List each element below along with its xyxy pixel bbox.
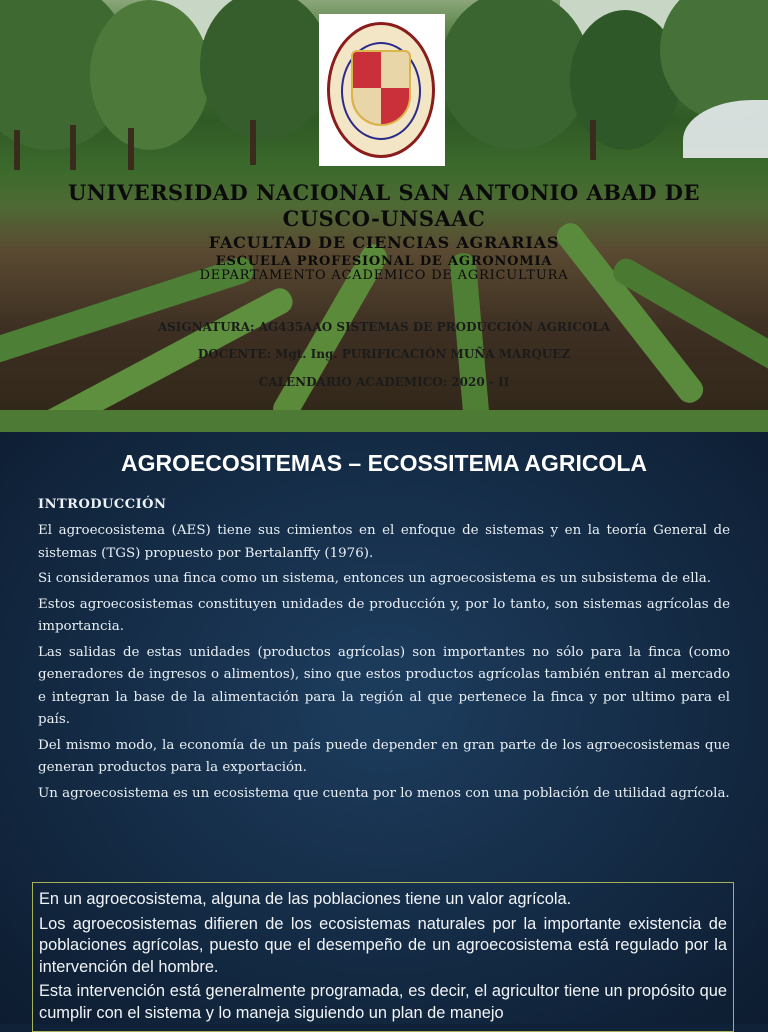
university-crest <box>319 14 445 166</box>
crest-shield-icon <box>351 50 411 126</box>
content-slide <box>0 432 768 1024</box>
paragraph-list <box>38 520 730 808</box>
paragraph: Si consideramos una finca como un sistema, entonces un agroecosistema es un subsistema de ella. <box>38 571 712 586</box>
paragraph: Estos agroecosistemas constituyen unidades de producción y, por lo tanto, son sistemas agrícolas de importancia. <box>38 596 730 634</box>
paragraph: Las salidas de estas unidades (productos agrícolas) son importantes no sólo para la finca (como generadores de ingresos o alimentos), sino que estos productos agrícolas también entran al mercado e integran la base de la alimentación para la región al que pertenece la finca y por ultimo para el país. <box>38 644 730 727</box>
box-paragraph: Los agroecosistemas difieren de los ecosistemas naturales por la importante existencia de poblaciones agrícolas, puesto que el desempeño de un agroecosistema está regulado por la intervención del hombre. <box>39 914 727 976</box>
paragraph: Del mismo modo, la economía de un país puede depender en gran parte de los agroecosistemas que generan productos para la exportación. <box>38 737 730 775</box>
slide-title: AGROECOSITEMAS – ECOSSITEMA AGRICOLA <box>120 450 648 476</box>
department-name: DEPARTAMENTO ACADEMICO DE AGRICULTURA <box>199 268 569 283</box>
course-label: ASIGNATURA: AG435AAO SISTEMAS DE PRODUCCIÓN AGRICOLA <box>157 320 611 334</box>
university-name: UNIVERSIDAD NACIONAL SAN ANTONIO ABAD DE CUSCO-UNSAAC <box>67 180 701 231</box>
paragraph: El agroecosistema (AES) tiene sus cimientos en el enfoque de sistemas y en la teoría General de sistemas (TGS) propuesto por Bertalanffy (1976). <box>38 523 730 561</box>
highlight-box <box>32 882 734 1032</box>
faculty-name: FACULTAD DE CIENCIAS AGRARIAS <box>208 233 560 252</box>
school-name: ESCUELA PROFESIONAL DE AGRONOMIA <box>215 254 553 269</box>
teacher-label: DOCENTE: Mgt. Ing. PURIFICACIÓN MUÑA MARQUEZ <box>197 347 571 361</box>
calendar-label: CALENDARIO ACADEMICO: 2020 - II <box>258 375 510 389</box>
box-paragraph: En un agroecosistema, alguna de las poblaciones tiene un valor agrícola. <box>39 890 572 908</box>
section-heading: INTRODUCCIÓN <box>38 497 167 512</box>
box-paragraph: Esta intervención está generalmente programada, es decir, el agricultor tiene un propósito que cumplir con el sistema y lo maneja siguiendo un plan de manejo <box>39 982 727 1022</box>
paragraph: Un agroecosistema es un ecosistema que cuenta por lo menos con una población de utilidad agrícola. <box>38 785 730 801</box>
cover-slide <box>0 0 768 432</box>
